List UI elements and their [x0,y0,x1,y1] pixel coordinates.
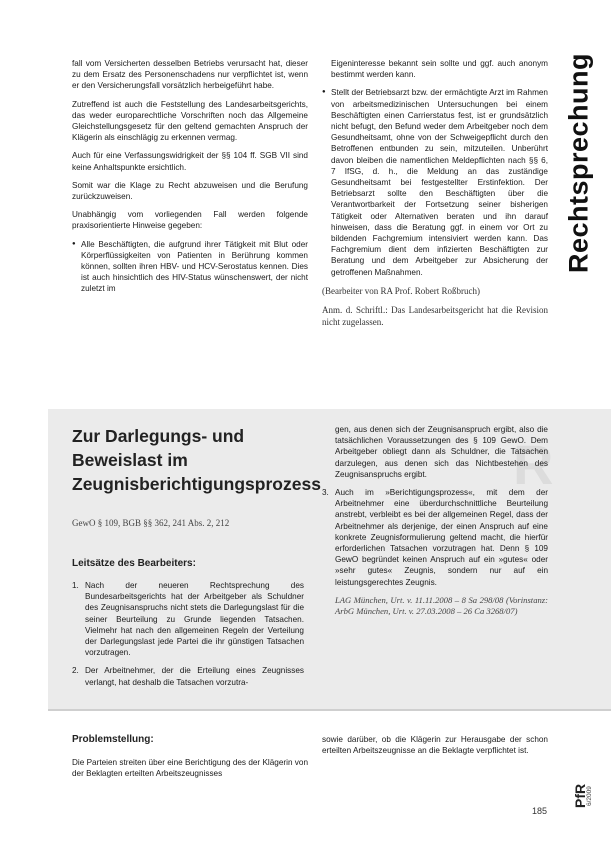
paragraph: Auch für eine Verfassungswidrigkeit der §§ 104 ff. SGB VII sind keine Anhaltspunkte ersichtlich. [72,151,308,172]
item-text: Nach der neueren Rechtsprechung des Bundesarbeitsgerichts hat der Arbeitgeber als Schuldner des Zeugnisanspruchs nicht stets die Darlegungslast für die seiner Beurteilung zu Grunde liegenden Tatsachen. Vielmehr hat nach den allgemeinen Regeln der Verteilung der Darlegungslast jede Partei die ihr günstigen Tatsachen vorzutragen. [85,581,304,658]
item-text: Der Arbeitnehmer, der die Erteilung eines Zeugnisses verlangt, hat deshalb die Tatsachen vorzutra- [85,666,304,687]
bullet-list [322,87,548,277]
paragraph: Somit war die Klage zu Recht abzuweisen und die Berufung zurückzuweisen. [72,180,308,202]
item-text: gen, aus denen sich der Zeugnisanspruch ergibt, also die tatsächlichen Voraussetzungen des § 109 GewO. Dem Arbeitgeber obliegt dann als Schuldner, die Tatsachen darzulegen, aus denen sich das Nichtbestehen des Zeugnisanspruchs ergibt. [335,425,548,479]
journal-logo-text: PfR [572,783,588,808]
left-column-top [72,58,308,302]
leitsaetze-list-right [322,424,548,618]
list-item: ● Stellt der Betriebsarzt bzw. der ermächtigte Arzt im Rahmen von arbeitsmedizinischen Untersuchungen bei einem Beschäftigten einen Carrierstatus fest, ist er grundsätzlich nicht befugt, den Befund weder dem Arbeitgeber noch dem Gesundheitsamt, ohne von der Schweigepflicht durch den Betroffenen entbunden zu sein, mitzuteilen. Unberührt davon bleiben die namentlichen Meldepflichten nach §§ 6, 7 IfSG, d. h., die Meldung an das zuständige Gesundheitsamt bei festgestellter Erstinfektion. Der Betriebsarzt sollte den Beschäftigten über die Verantwortbarkeit der Fortsetzung seiner bisherigen Tätigkeit oder Alternativen beraten und ihn darauf hinweisen, dass die Beratung ggf. in einem vor Ort zu bildenden Fachgremium intensiviert werden kann. Das Fachgremium dient dem infizierten Beschäftigten zur Beratung und dem Arbeitgeber zur Absicherung der getroffenen Maßnahmen. [322,87,548,277]
list-item: ● Alle Beschäftigten, die aufgrund ihrer Tätigkeit mit Blut oder Körperflüssigkeiten von Patienten in Berührung kommen können, sollten ihren HBV- und HCV-Serostatus kennen. Dies ist auch hinsichtlich des HIV-Status wünschenswert, der nicht zuletzt im [72,239,308,295]
paragraph: Die Parteien streiten über eine Berichtigung des der Klägerin von der Beklagten erteilten Arbeitszeugnisses [72,758,308,779]
journal-logo [572,770,602,830]
problem-heading: Problemstellung: [72,734,154,745]
item-text: Auch im »Berichtigungsprozess«, mit dem der Arbeitnehmer eine überdurchschnittliche Beurteilung anstrebt, verbleibt es bei der allgemeinen Regel, dass der Arbeitnehmer als derjenige, der einen Anspruch auf eine konkrete Zeugnisformulierung geltend macht, die hierfür erforderlichen Tatsachen vorzutragen hat. Denn § 109 GewO begründet keinen Anspruch auf ein »gutes« oder »sehr gutes« Zeugnis, sondern nur auf ein leistungsgerechtes Zeugnis. [335,488,548,587]
page-number: 185 [532,806,548,816]
list-item [72,665,304,687]
paragraph: sowie darüber, ob die Klägerin zur Herausgabe der schon erteilten Arbeitszeugnisse an die Beklagte verpflichtet ist. [322,735,548,756]
item-number: 1. [72,581,79,590]
article-title: Zur Darlegungs- und Beweislast im Zeugnisberichtigungsprozess [72,426,321,494]
item-number: 2. [72,666,79,676]
list-item [72,580,304,658]
list-item-continued [322,424,548,480]
issue-number: 6/2009 [586,786,593,806]
author-note: (Bearbeiter von RA Prof. Robert Roßbruch) [322,285,480,296]
leitsaetze-heading: Leitsätze des Bearbeiters: [72,558,196,569]
divider [48,709,611,711]
section-title-text: Rechtsprechung [563,52,594,274]
bullet-list [72,239,308,295]
watermark-logo: R [513,433,554,496]
problem-right [322,734,548,763]
paragraph: Unabhängig vom vorliegenden Fall werden folgende praxisorientierte Hinweise gegeben: [72,210,308,231]
paragraph: Zutreffend ist auch die Feststellung des Landesarbeitsgerichts, das weder europarechtliche Vorschriften noch das Allgemeine Gleichstellungsgesetz für den geltend gemachten Anspruch der Klägerin als einschlägig zu erkennen vermag. [72,99,308,143]
right-column-top [322,58,548,335]
item-number: 3. [322,488,329,498]
paragraph: Eigeninteresse bekannt sein sollte und ggf. auch anonym bestimmt werden kann. [331,59,548,80]
section-title-vertical [552,52,606,274]
editor-note: Anm. d. Schriftl.: Das Landesarbeitsgericht hat die Revision nicht zugelassen. [322,304,548,327]
problem-left [72,757,308,786]
court-reference: LAG München, Urt. v. 11.11.2008 – 8 Sa 298/08 (Vorinstanz: ArbG München, Urt. v. 27.03.2008 – 26 Ca 3268/07) [335,594,548,617]
leitsaetze-list-left [72,580,304,695]
statute-citation: GewO § 109, BGB §§ 362, 241 Abs. 2, 212 [72,518,230,528]
paragraph: fall vom Versicherten desselben Betriebs verursacht hat, dieser zu dem Ersatz des Personenschadens nur verpflichtet ist, wenn er den Versicherungsfall vorsätzlich herbeigeführt habe. [72,59,308,91]
list-item [322,487,548,588]
